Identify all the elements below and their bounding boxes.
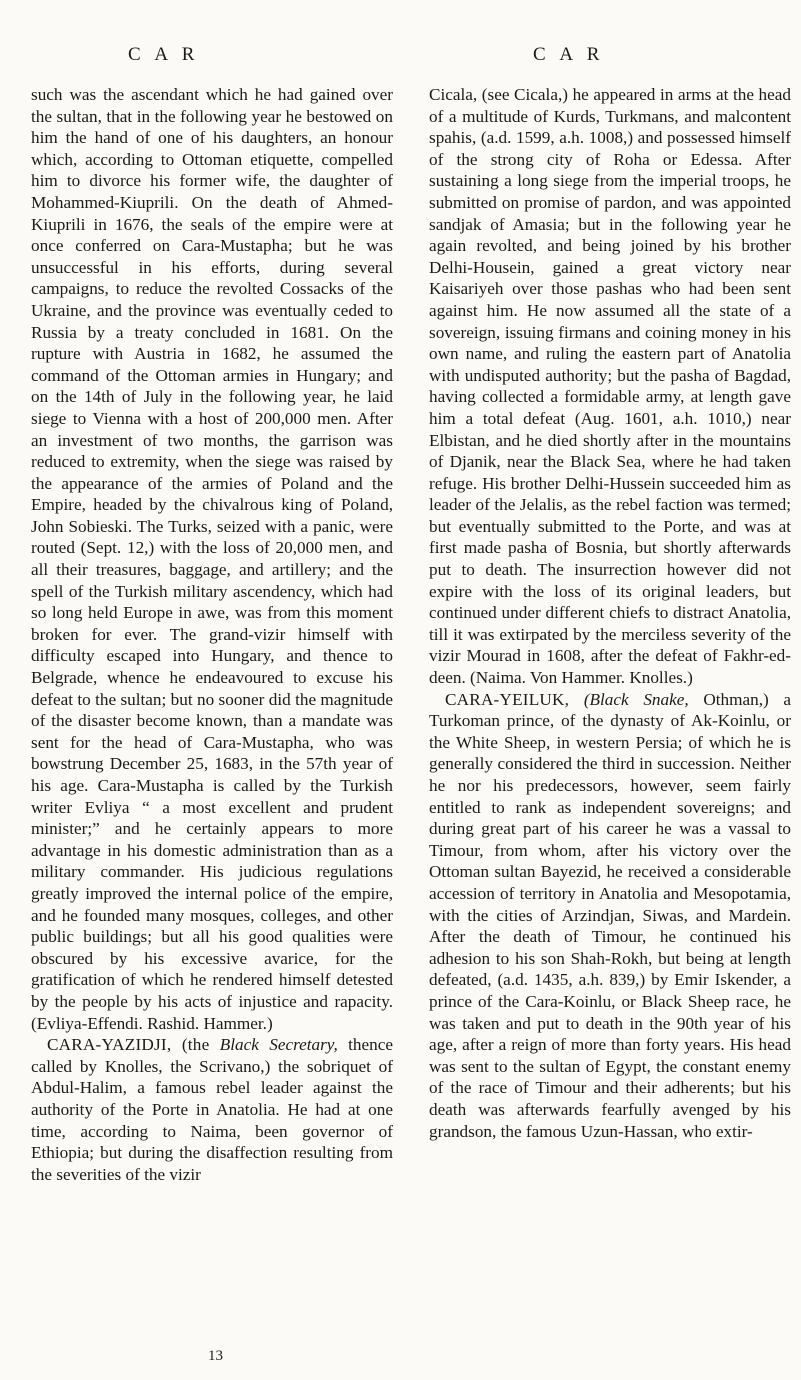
- running-header: [0, 44, 801, 70]
- right-paragraph-1: Cicala, (see Cicala,) he appeared in arms at the head of a multitude of Kurds, Turkmans, and malcontent spahis, (a.d. 1599, a.h. 1008,) and possessed himself of the strong city of Roha or Edessa. After sustaining a long siege from the imperial troops, he submitted on promise of pardon, and was appointed sandjak of Amasia; but in the following year he again revolted, and being joined by his brother Delhi-Housein, gained a great victory near Kaisariyeh over those pashas who had been sent against him. He now assumed all the state of a sovereign, issuing firmans and coining money in his own name, and ruling the eastern part of Anatolia with undisputed authority; but the pasha of Bagdad, having collected a formidable army, at length gave him a total defeat (Aug. 1601, a.h. 1010,) near Elbistan, and he died shortly after in the mountains of Djanik, near the Black Sea, where he had taken refuge. His brother Delhi-Hussein succeeded him as leader of the Jelalis, as the rebel faction was termed; but eventually submitted to the Porte, and was at first made pasha of Bosnia, but shortly afterwards put to death. The insurrection however did not expire with the loss of its original leaders, but continued under different chiefs to distract Anatolia, till it was extirpated by the merciless severity of the vizir Mourad in 1608, after the defeat of Fakhr-ed-deen. (Naima. Von Hammer. Knolles.): [429, 85, 791, 688]
- right-paragraph-2: [429, 689, 791, 1142]
- entry-body: Othman,) a Turkoman prince, of the dynasty of Ak-Koinlu, or the White Sheep, in western Persia; of which he is generally considered the third in succession. Neither he nor his predecessors, however, seem fairly entitled to rank as independent sovereigns; and during great part of his career he was a vassal to Timour, from whom, after his victory over the Ottoman sultan Bayezid, he received a considerable accession of territory in Anatolia and Mesopotamia, with the cities of Arzindjan, Siwas, and Mardein. After the death of Timour, he continued his adhesion to his son Shah-Rokh, but being at length defeated, (a.d. 1435, a.h. 839,) by Emir Iskender, a prince of the Cara-Koinlu, or Black Sheep race, he was taken and put to death in the 90th year of his age, after a reign of more than forty years. His head was sent to the sultan of Egypt, the constant enemy of the race of Timour and their adherents; but his death was afterwards fearfully avenged by his grandson, the famous Uzun-Hassan, who extir-: [429, 689, 792, 1141]
- right-column: [429, 84, 791, 1142]
- entry-heading-italic: (Black Snake,: [583, 689, 689, 709]
- page-number: 13: [208, 1348, 223, 1364]
- running-head-right: C A R: [533, 44, 605, 65]
- entry-heading: CARA-YAZIDJI, (the: [47, 1035, 210, 1055]
- left-column: [31, 84, 393, 1185]
- entry-heading: CARA-YEILUK,: [445, 689, 570, 709]
- entry-heading-italic: Black Secretary,: [219, 1035, 338, 1055]
- left-paragraph-2: [31, 1034, 393, 1185]
- running-head-left: C A R: [128, 44, 200, 65]
- left-paragraph-1: such was the ascendant which he had gained over the sultan, that in the following year he bestowed on him the hand of one of his daughters, an honour which, according to Ottoman etiquette, compelled him to divorce his former wife, the daughter of Mohammed-Kiuprili. On the death of Ahmed-Kiuprili in 1676, the seals of the empire were at once conferred on Cara-Mustapha; but he was unsuccessful in his efforts, during several campaigns, to reduce the revolted Cossacks of the Ukraine, and the province was eventually ceded to Russia by a treaty concluded in 1681. On the rupture with Austria in 1682, he assumed the command of the Ottoman armies in Hungary; and on the 14th of July in the following year, he laid siege to Vienna with a host of 200,000 men. After an investment of two months, the garrison was reduced to extremity, when the siege was raised by the appearance of the armies of Poland and the Empire, headed by the chivalrous king of Poland, John Sobieski. The Turks, seized with a panic, were routed (Sept. 12,) with the loss of 20,000 men, and all their treasures, baggage, and artillery; and the spell of the Turkish military ascendency, which had so long held Europe in awe, was from this moment broken for ever. The grand-vizir himself with difficulty escaped into Hungary, and thence to Belgrade, whence he endeavoured to excuse his defeat to the sultan; but no sooner did the magnitude of the disaster become known, than a mandate was sent for the head of Cara-Mustapha, who was bowstrung December 25, 1683, in the 57th year of his age. Cara-Mustapha is called by the Turkish writer Evliya “ a most excellent and prudent minister;” and he certainly appears to more advantage in his domestic administration than as a military commander. His judicious regulations greatly improved the internal police of the empire, and he founded many mosques, colleges, and other public buildings; but all his good qualities were obscured by his excessive avarice, for the gratification of which he rendered himself detested by the people by his acts of injustice and rapacity. (Evliya-Effendi. Rashid. Hammer.): [31, 85, 393, 1033]
- entry-body: thence called by Knolles, the Scrivano,) the sobriquet of Abdul-Halim, a famous rebel leader against the authority of the Porte in Anatolia. He had at one time, according to Naima, been governor of Ethiopia; but during the disaffection resulting from the severities of the vizir: [31, 1035, 393, 1184]
